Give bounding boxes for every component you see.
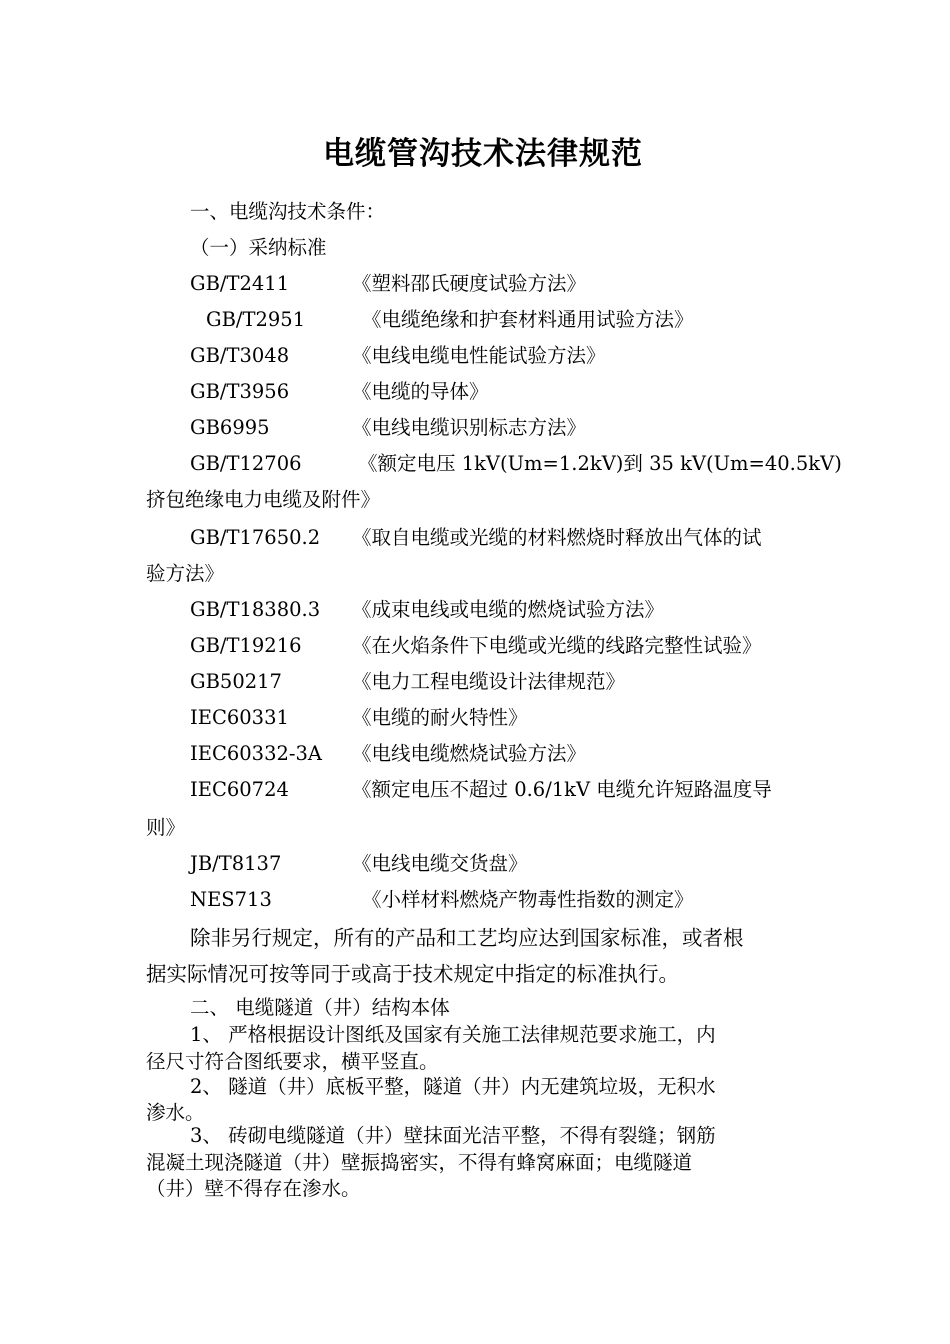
section2-item-line: （井）壁不得存在渗水。 — [146, 1177, 361, 1200]
standard-name: 《电线电缆交货盘》 — [352, 852, 528, 875]
standard-name-continued: 挤包绝缘电力电缆及附件》 — [146, 488, 381, 511]
standard-code: GB/T2411 — [190, 272, 290, 295]
standard-name: 《在火焰条件下电缆或光缆的线路完整性试验》 — [352, 634, 762, 657]
note-line: 除非另行规定，所有的产品和工艺均应达到国家标准，或者根 — [190, 926, 744, 950]
standard-name: 《电力工程电缆设计法律规范》 — [352, 670, 626, 693]
standard-code: GB/T2951 — [206, 308, 306, 331]
standard-name: 《额定电压 1kV(Um=1.2kV)到 35 kV(Um=40.5kV) — [358, 452, 842, 475]
standard-code: GB/T17650.2 — [190, 526, 321, 549]
section2-item-line: 混凝土现浇隧道（井）壁振捣密实，不得有蜂窝麻面；电缆隧道 — [146, 1151, 693, 1174]
standard-code: IEC60332-3A — [190, 742, 322, 765]
standard-name-continued: 则》 — [146, 816, 186, 839]
standard-code: JB/T8137 — [190, 852, 282, 875]
standard-code: GB/T3956 — [190, 380, 290, 403]
standard-code: IEC60724 — [190, 778, 289, 801]
standard-name-continued: 验方法》 — [146, 562, 225, 585]
standard-code: GB/T3048 — [190, 344, 290, 367]
standard-code: GB/T12706 — [190, 452, 302, 475]
standard-code: GB/T18380.3 — [190, 598, 321, 621]
standard-code: GB6995 — [190, 416, 270, 439]
standard-code: IEC60331 — [190, 706, 289, 729]
section2-item-line: 径尺寸符合图纸要求，横平竖直。 — [146, 1050, 439, 1073]
section2-item-line: 渗水。 — [146, 1101, 205, 1124]
standard-code: NES713 — [190, 888, 272, 911]
standard-name: 《额定电压不超过 0.6/1kV 电缆允许短路温度导 — [352, 778, 772, 801]
section1-heading: 一、电缆沟技术条件： — [190, 200, 386, 223]
standard-code: GB/T19216 — [190, 634, 302, 657]
standard-name: 《电缆的导体》 — [352, 380, 489, 403]
standard-code: GB50217 — [190, 670, 282, 693]
standard-name: 《取自电缆或光缆的材料燃烧时释放出气体的试 — [352, 526, 762, 549]
section1-subheading: （一）采纳标准 — [190, 236, 327, 259]
standard-name: 《成束电线或电缆的燃烧试验方法》 — [352, 598, 665, 621]
document-title: 电缆管沟技术法律规范 — [323, 136, 643, 172]
standard-name: 《电线电缆燃烧试验方法》 — [352, 742, 587, 765]
standard-name: 《电线电缆电性能试验方法》 — [352, 344, 606, 367]
section2-heading: 二、 电缆隧道（井）结构本体 — [190, 996, 450, 1019]
note-line: 据实际情况可按等同于或高于技术规定中指定的标准执行。 — [146, 962, 679, 986]
section2-item-line: 1、 严格根据设计图纸及国家有关施工法律规范要求施工，内 — [190, 1023, 716, 1046]
standard-name: 《电缆绝缘和护套材料通用试验方法》 — [362, 308, 694, 331]
standard-name: 《电线电缆识别标志方法》 — [352, 416, 587, 439]
standard-name: 《电缆的耐火特性》 — [352, 706, 528, 729]
section2-item-line: 3、 砖砌电缆隧道（井）壁抹面光洁平整，不得有裂缝；钢筋 — [190, 1124, 716, 1147]
standard-name: 《塑料邵氏硬度试验方法》 — [352, 272, 587, 295]
standard-name: 《小样材料燃烧产物毒性指数的测定》 — [362, 888, 694, 911]
section2-item-line: 2、 隧道（井）底板平整，隧道（井）内无建筑垃圾，无积水 — [190, 1075, 716, 1098]
